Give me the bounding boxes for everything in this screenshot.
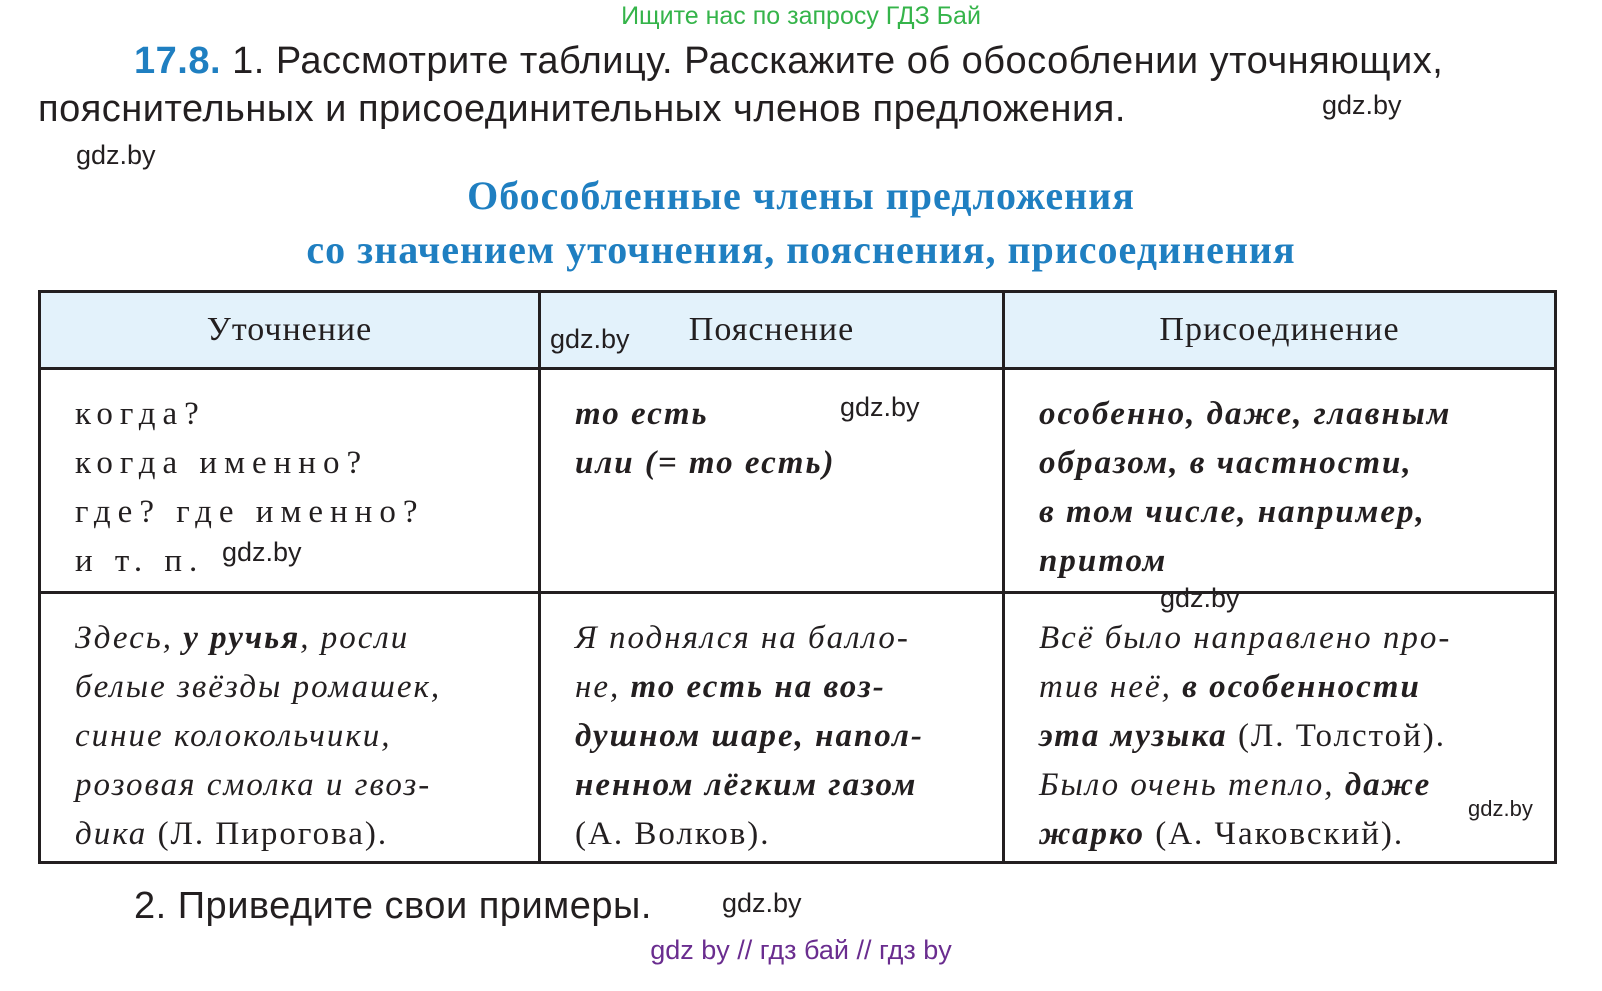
example-text: не,	[575, 669, 631, 705]
example-highlight: в особенности	[1182, 669, 1421, 705]
prisoedinenie-words-cell	[1004, 369, 1556, 593]
watermark: gdz.by	[550, 324, 630, 354]
example-source: (Л. Толстой).	[1227, 718, 1447, 754]
footer-links: gdz by // гдз бай // гдз by	[650, 935, 952, 965]
table-title-line2: со значением уточнения, пояснения, присоединения	[306, 227, 1296, 272]
example-text: , росли	[300, 620, 410, 656]
watermark: gdz.by	[1322, 90, 1402, 120]
table-examples-row	[40, 593, 1556, 863]
example-highlight: душном шаре, напол-	[575, 718, 924, 754]
example-text: дика	[75, 816, 148, 852]
table-title-line1: Обособленные члены предложения	[467, 173, 1135, 218]
example-poyasnenie-cell	[540, 593, 1004, 863]
word-item: в том числе, например,	[1039, 494, 1426, 530]
question-item: где? где именно?	[75, 494, 425, 530]
task-line1	[134, 40, 1443, 83]
word-item: притом	[1039, 543, 1168, 579]
example-highlight: ненном лёгким газом	[575, 767, 918, 803]
watermark: gdz.by	[76, 140, 156, 170]
top-banner: Ищите нас по запросу ГДЗ Бай	[621, 2, 981, 30]
example-text: тив неё,	[1039, 669, 1183, 705]
question-item: когда именно?	[75, 445, 369, 481]
header-poyasnenie: Пояснение	[540, 292, 1004, 369]
example-highlight: жарко	[1039, 816, 1145, 852]
watermark: gdz.by	[1468, 796, 1533, 821]
question-item: когда?	[75, 396, 206, 432]
example-highlight: то есть на воз-	[630, 669, 886, 705]
example-highlight: даже	[1344, 767, 1432, 803]
question-item: и т. п.	[75, 543, 205, 579]
watermark: gdz.by	[222, 537, 302, 567]
example-text: Здесь,	[75, 620, 184, 656]
example-highlight: у ручья	[183, 620, 301, 656]
task-number: 17.8.	[134, 40, 222, 82]
word-item: или (= то есть)	[575, 445, 836, 481]
poyasnenie-words-cell	[540, 369, 1004, 593]
example-text: Я поднялся на балло-	[575, 620, 910, 656]
header-prisoedinenie: Присоединение	[1004, 292, 1556, 369]
task-text-line2: пояснительных и присоединительных членов предложения.	[38, 88, 1126, 130]
table-header-row	[40, 292, 1556, 369]
watermark: gdz.by	[1160, 583, 1240, 613]
example-highlight: эта музыка	[1039, 718, 1228, 754]
watermark: gdz.by	[722, 888, 802, 918]
example-utochnenie-cell	[40, 593, 540, 863]
example-prisoedinenie-cell	[1004, 593, 1556, 863]
rules-table	[38, 290, 1557, 864]
example-text: синие колокольчики,	[75, 718, 392, 754]
example-text: Всё было направлено про-	[1039, 620, 1452, 656]
example-source: (А. Волков).	[575, 816, 771, 852]
example-source: (Л. Пирогова).	[147, 816, 389, 852]
watermark: gdz.by	[840, 392, 920, 422]
word-item: то есть	[575, 396, 709, 432]
example-text: розовая смолка и гвоз-	[75, 767, 432, 803]
word-item: особенно, даже, главным	[1039, 396, 1452, 432]
header-utochnenie: Уточнение	[40, 292, 540, 369]
task-part2: 2. Приведите свои примеры.	[134, 885, 652, 927]
example-text: белые звёзды ромашек,	[75, 669, 442, 705]
task-text-line1: 1. Рассмотрите таблицу. Расскажите об обособлении уточняющих,	[232, 40, 1444, 82]
word-item: образом, в частности,	[1039, 445, 1413, 481]
example-source: (А. Чаковский).	[1144, 816, 1405, 852]
example-text: Было очень тепло,	[1039, 767, 1345, 803]
